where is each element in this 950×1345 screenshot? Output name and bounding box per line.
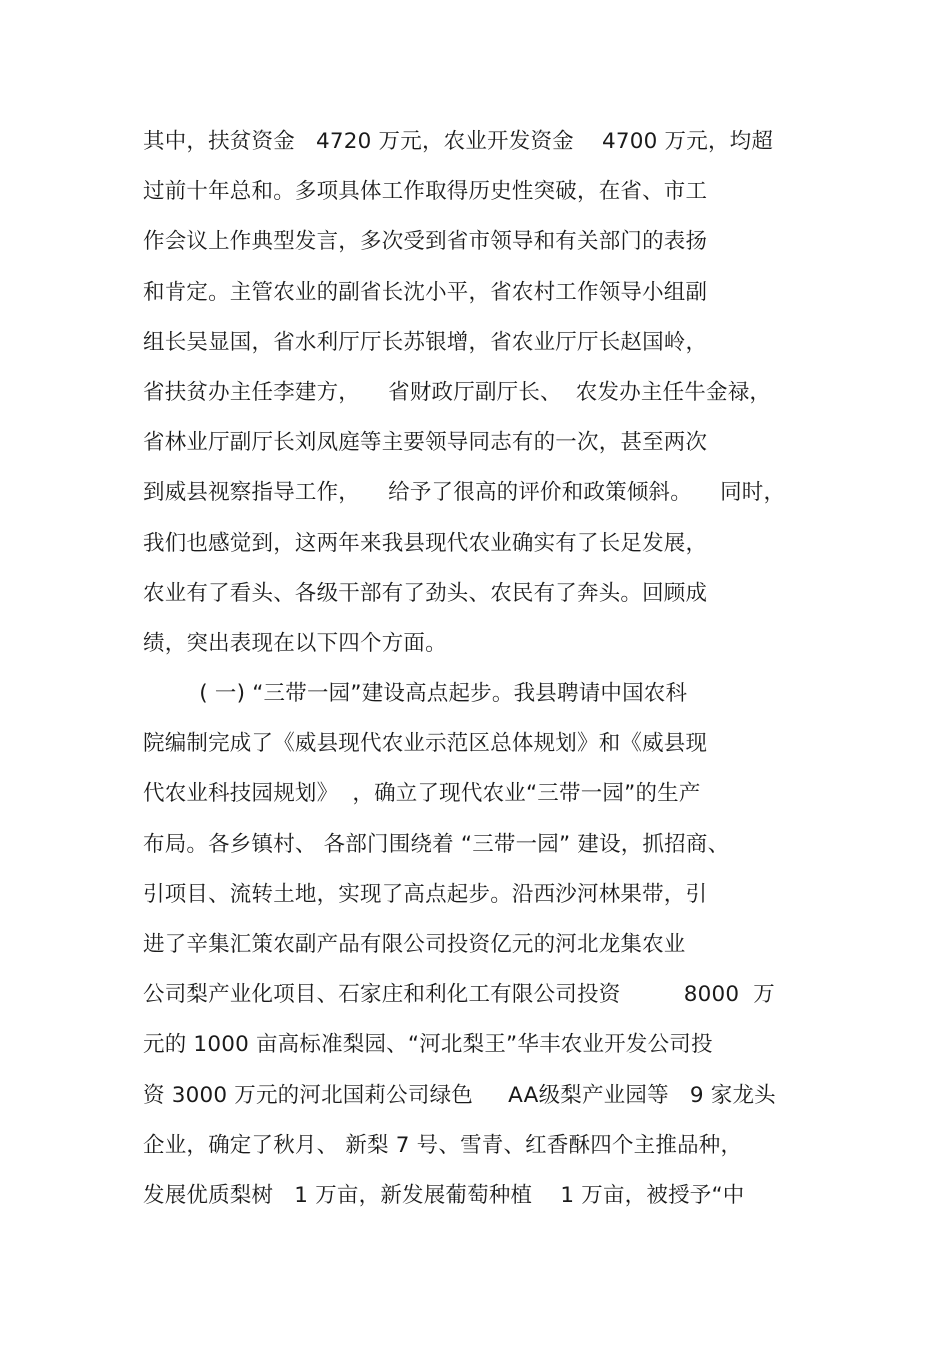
text-line: 农业有了看头、各级干部有了劲头、农民有了奔头。回顾成 <box>143 580 708 606</box>
text-line: 组长吴显国，省水利厅厅长苏银增，省农业厅厅长赵国岭， <box>143 329 708 355</box>
text-line: 布局。各乡镇村、 各部门围绕着 “三带一园” 建设，抓招商、 <box>143 831 730 857</box>
text-line: 院编制完成了《威县现代农业示范区总体规划》和《威县现 <box>143 731 708 757</box>
text-line: 和肯定。主管农业的副省长沈小平，省农村工作领导小组副 <box>143 279 708 305</box>
section-heading-line: ( 一) “三带一园”建设高点起步。我县聘请中国农科 <box>143 681 688 707</box>
text-line: 其中，扶贫资金 4720 万元，农业开发资金 4700 万元，均超 <box>143 129 774 154</box>
text-line: 代农业科技园规划》 ，确立了现代农业“三带一园”的生产 <box>143 781 701 807</box>
text-line: 企业，确定了秋月、 新梨 7 号、雪青、红香酥四个主推品种， <box>143 1132 743 1158</box>
text-line: 引项目、流转土地，实现了高点起步。沿西沙河林果带，引 <box>143 881 708 907</box>
text-line: 公司梨产业化项目、石家庄和利化工有限公司投资 8000 万 <box>143 982 775 1008</box>
text-line: 过前十年总和。多项具体工作取得历史性突破，在省、市工 <box>143 179 708 205</box>
text-line: 资 3000 万元的河北国莉公司绿色 AA级梨产业园等 9 家龙头 <box>143 1082 776 1108</box>
text-line: 进了辛集汇策农副产品有限公司投资亿元的河北龙集农业 <box>143 932 686 957</box>
text-line: 发展优质梨树 1 万亩，新发展葡萄种植 1 万亩，被授予“中 <box>143 1182 745 1208</box>
text-line: 到威县视察指导工作， 给予了很高的评价和政策倾斜。 同时， <box>143 480 786 506</box>
text-line: 绩，突出表现在以下四个方面。 <box>143 630 447 656</box>
text-line: 作会议上作典型发言，多次受到省市领导和有关部门的表扬 <box>143 229 708 255</box>
body-text <box>143 120 823 1224</box>
text-line: 省林业厅副厅长刘凤庭等主要领导同志有的一次，甚至两次 <box>143 430 708 456</box>
text-line: 我们也感觉到，这两年来我县现代农业确实有了长足发展， <box>143 530 708 556</box>
text-line: 元的 1000 亩高标准梨园、“河北梨王”华丰农业开发公司投 <box>143 1032 713 1058</box>
text-line: 省扶贫办主任李建方， 省财政厅副厅长、 农发办主任牛金禄， <box>143 379 772 405</box>
